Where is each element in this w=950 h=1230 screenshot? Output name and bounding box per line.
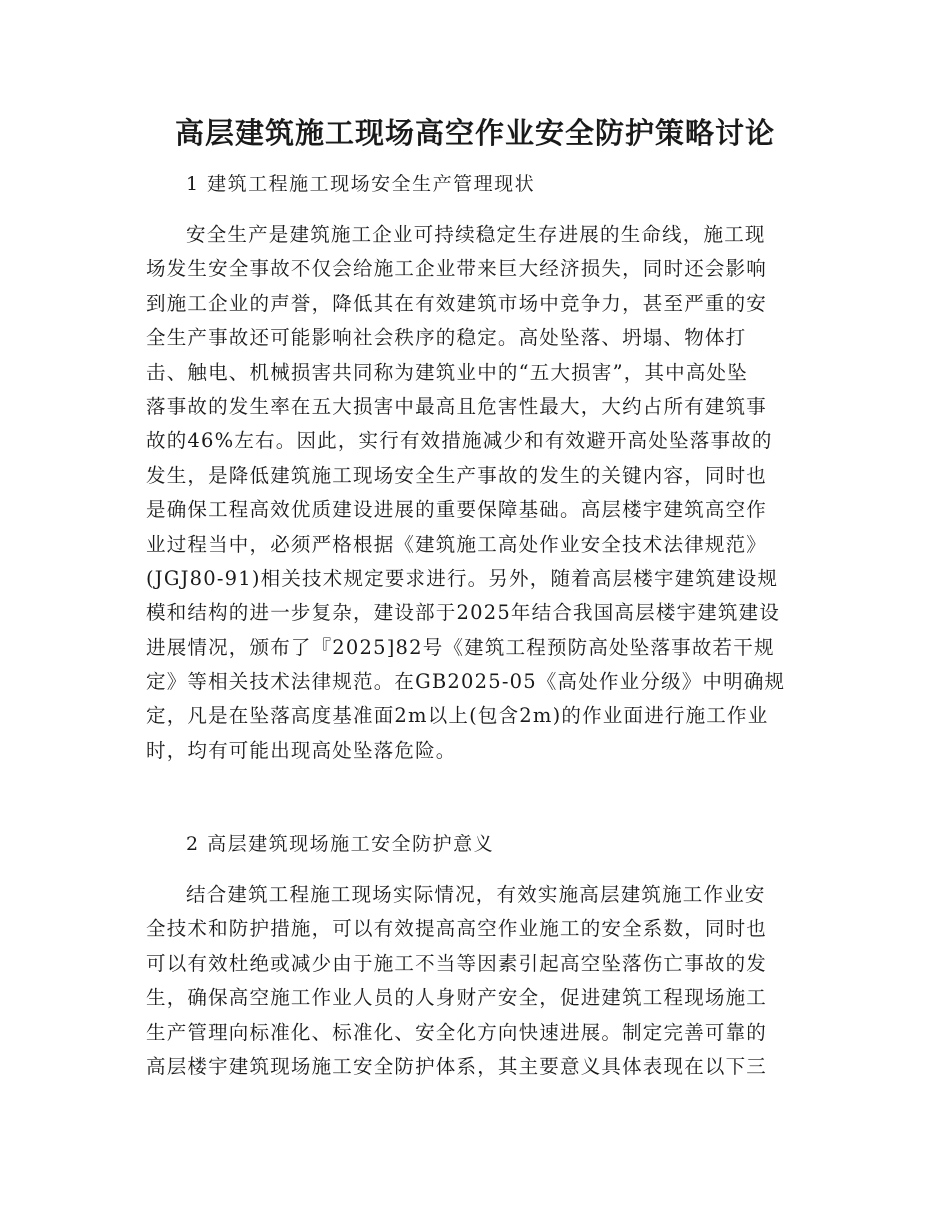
paragraph-line: (JGJ80-91)相关技术规定要求进行。另外，随着高层楼宇建筑建设规 — [146, 566, 779, 590]
paragraph-line: 时，均有可能出现高处坠落危险。 — [146, 738, 457, 762]
paragraph-line: 结合建筑工程施工现场实际情况，有效实施高层建筑施工作业安 — [186, 883, 766, 906]
paragraph-line: 模和结构的进一步复杂，建设部于2025年结合我国高层楼宇建筑建设 — [146, 601, 781, 625]
paragraph-line: 高层楼宇建筑现场施工安全防护体系，其主要意义具体表现在以下三 — [146, 1054, 768, 1078]
paragraph-line: 到施工企业的声誉，降低其在有效建筑市场中竞争力，甚至严重的安 — [146, 291, 768, 315]
paragraph-line: 击、触电、机械损害共同称为建筑业中的“五大损害”，其中高处坠 — [146, 360, 748, 384]
section-2-heading: 2 高层建筑现场施工安全防护意义 — [186, 833, 495, 855]
paragraph-line: 发生，是降低建筑施工现场安全生产事故的发生的关键内容，同时也 — [146, 463, 768, 487]
paragraph-line: 定》等相关技术法律规范。在GB2025-05《高处作业分级》中明确规 — [146, 670, 786, 694]
paragraph-line: 全生产事故还可能影响社会秩序的稳定。高处坠落、坍塌、物体打 — [146, 326, 747, 350]
paragraph-line: 定，凡是在坠落高度基准面2m以上(包含2m)的作业面进行施工作业 — [146, 704, 769, 728]
paragraph-line: 可以有效杜绝或减少由于施工不当等因素引起高空坠落伤亡事故的发 — [146, 951, 768, 975]
paragraph-line: 全技术和防护措施，可以有效提高高空作业施工的安全系数，同时也 — [146, 917, 768, 941]
paragraph-line: 生，确保高空施工作业人员的人身财产安全，促进建筑工程现场施工 — [146, 986, 768, 1010]
page-title: 高层建筑施工现场高空作业安全防护策略讨论 — [174, 116, 775, 150]
paragraph-line: 故的46%左右。因此，实行有效措施减少和有效避开高处坠落事故的 — [146, 429, 773, 453]
section-1-paragraph — [146, 218, 806, 768]
section-2-paragraph — [146, 878, 806, 1084]
section-1-heading: 1 建筑工程施工现场安全生产管理现状 — [186, 173, 536, 195]
paragraph-line: 落事故的发生率在五大损害中最高且危害性最大，大约占所有建筑事 — [146, 394, 768, 418]
paragraph-line: 安全生产是建筑施工企业可持续稳定生存进展的生命线，施工现 — [186, 223, 766, 246]
paragraph-line: 场发生安全事故不仅会给施工企业带来巨大经济损失，同时还会影响 — [146, 257, 768, 281]
paragraph-line: 生产管理向标准化、标准化、安全化方向快速进展。制定完善可靠的 — [146, 1020, 768, 1044]
paragraph-line: 是确保工程高效优质建设进展的重要保障基础。高层楼宇建筑高空作 — [146, 498, 768, 522]
paragraph-line: 业过程当中，必须严格根据《建筑施工高处作业安全技术法律规范》 — [146, 532, 768, 556]
paragraph-line: 进展情况，颁布了『2025]82号《建筑工程预防高处坠落事故若干规 — [146, 635, 775, 659]
